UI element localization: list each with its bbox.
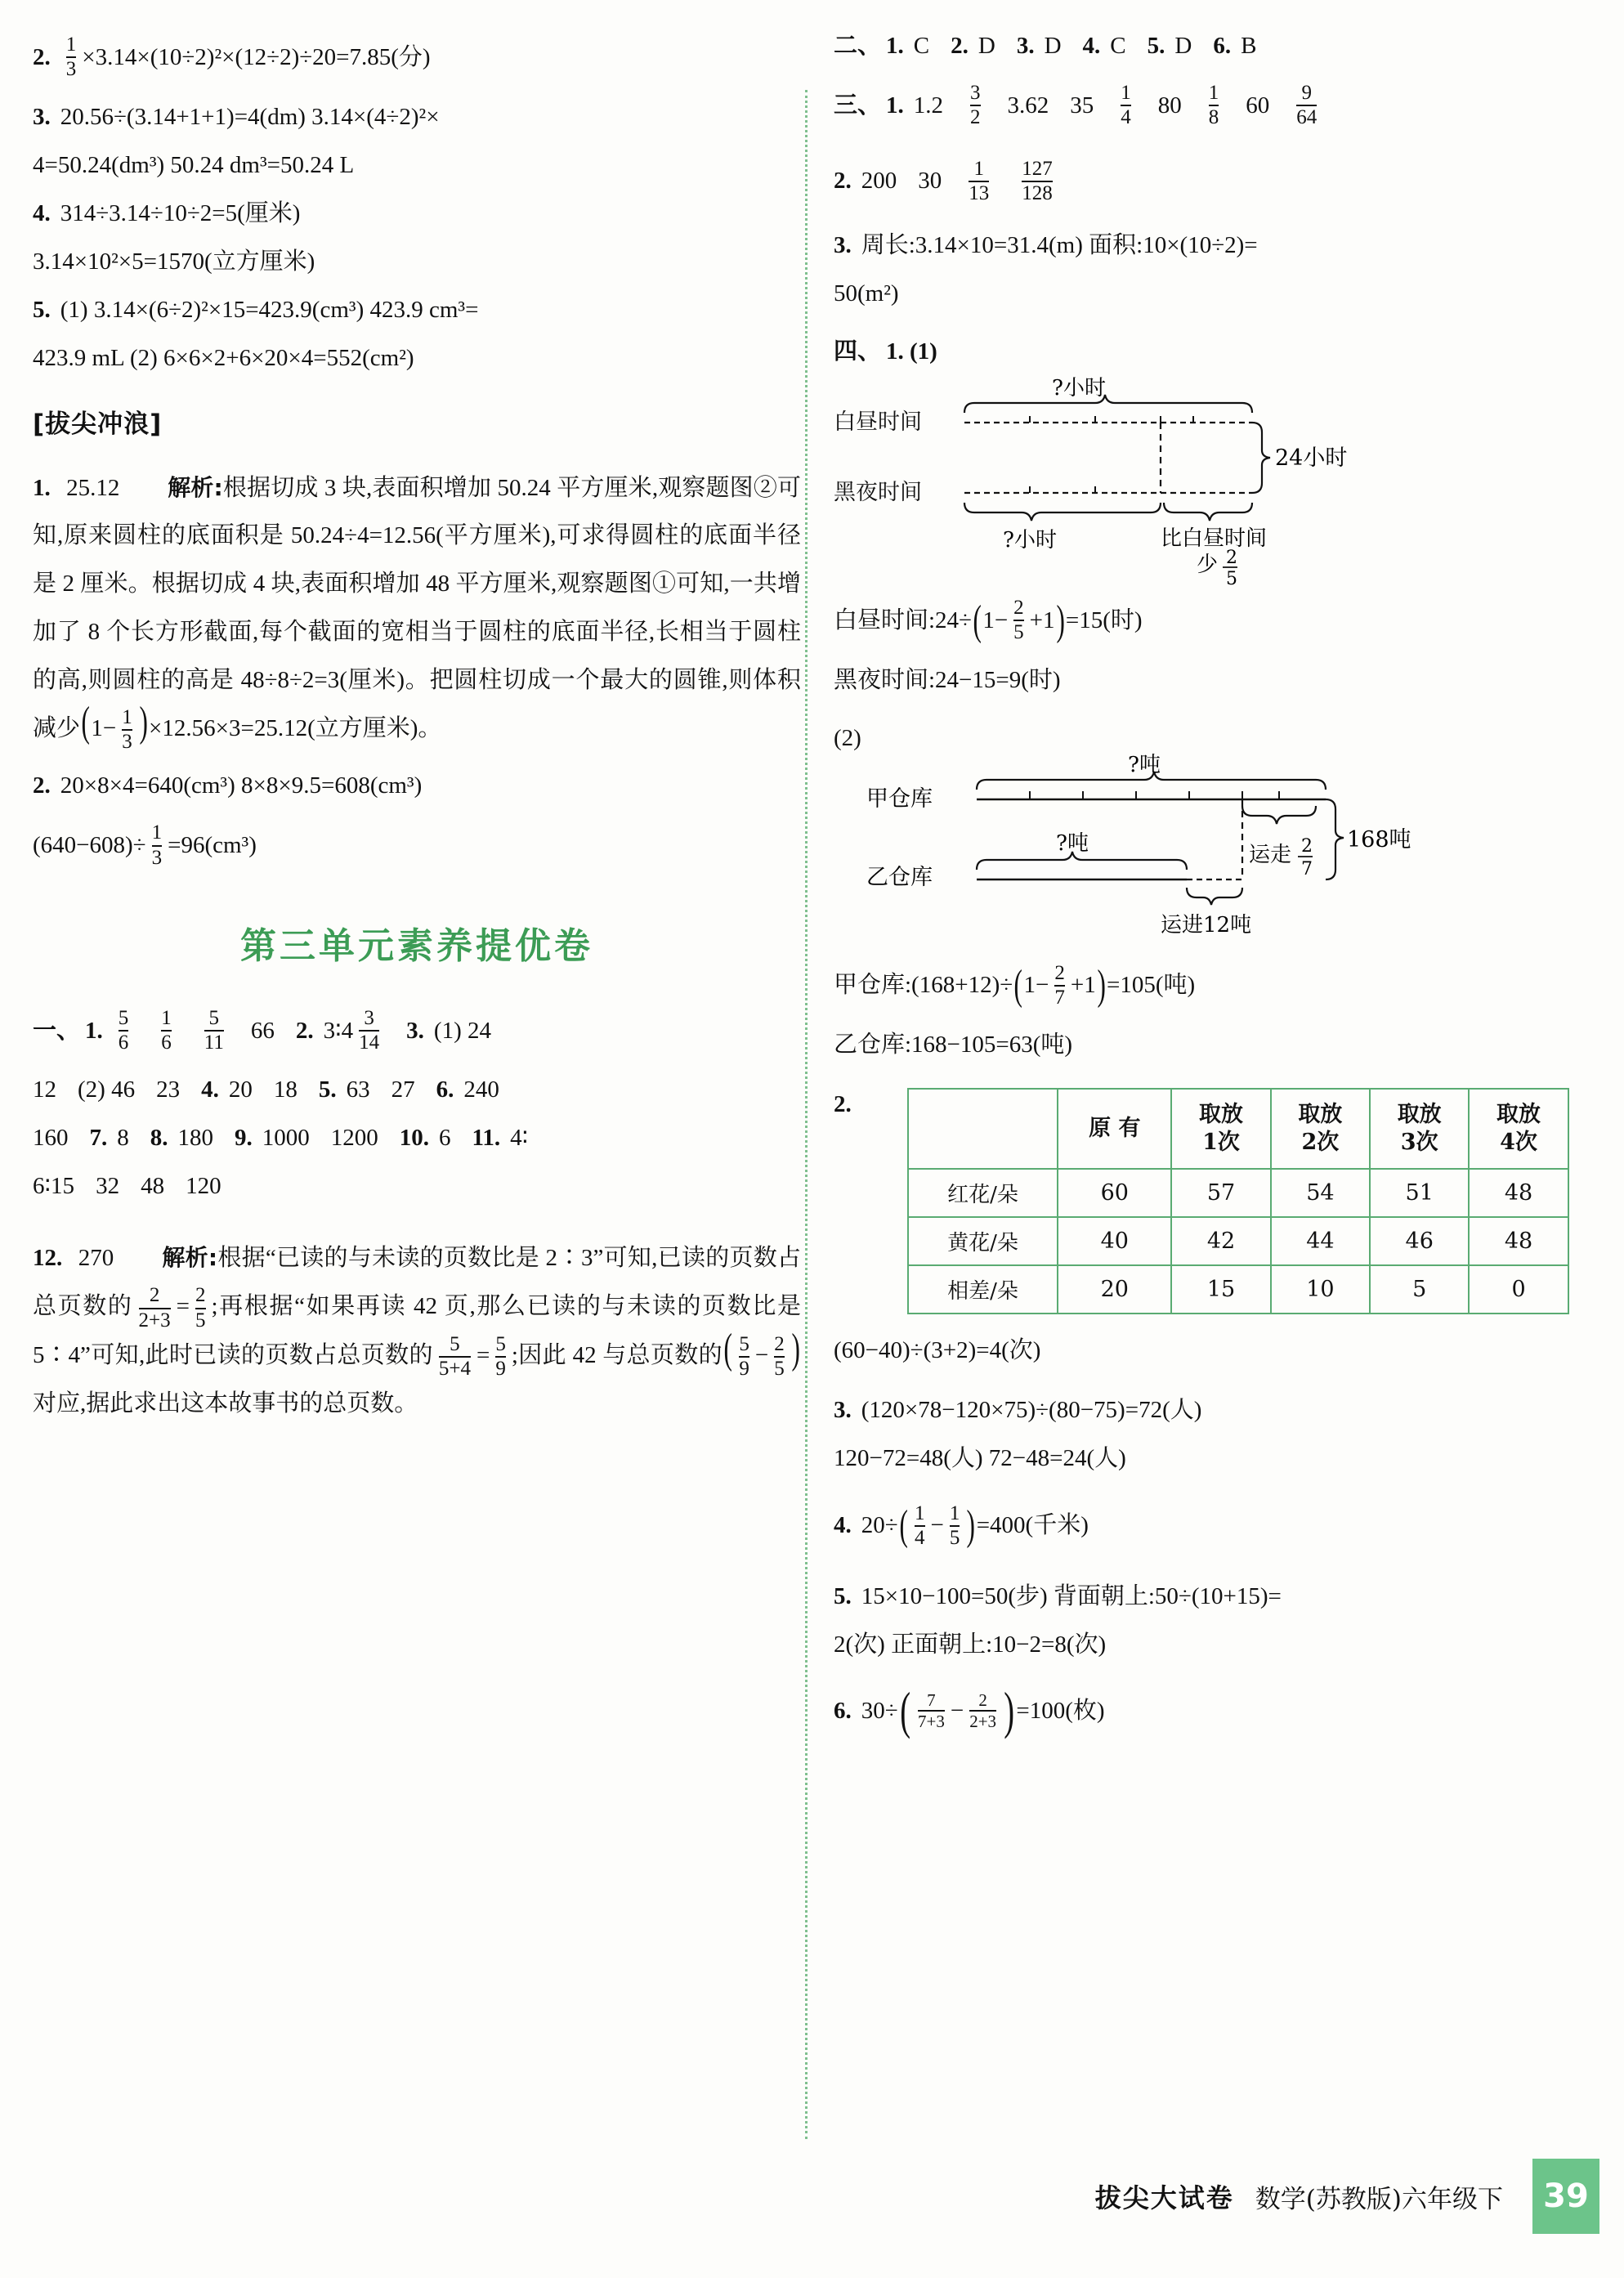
literal-1-minus: 1− — [982, 606, 1009, 633]
section-one-line-2 — [33, 1078, 801, 1102]
item-number: 4. — [1082, 33, 1101, 59]
table-calc-expression: (60−40)÷(3+2)=4(次) — [834, 1336, 1041, 1363]
q5-expression-2: 2(次) 正面朝上:10−2=8(次) — [834, 1631, 1107, 1658]
footer-subject: 数学(苏教版)六年级下 — [1255, 2184, 1503, 2214]
q3-expression-2: 50(m²) — [834, 280, 899, 307]
diagram-warehouse — [834, 752, 1602, 943]
analysis-label: 解析: — [162, 1244, 218, 1272]
item-2-expression: ×3.14×(10÷2)²×(12÷2)÷20=7.85(分) — [82, 43, 431, 70]
right-paren: ) — [1097, 962, 1106, 1009]
left-paren: ( — [973, 597, 982, 644]
column-divider — [805, 90, 808, 2139]
item-number: 2. — [33, 772, 51, 799]
equals-b: = — [476, 1341, 490, 1368]
cell: 15 — [1171, 1265, 1270, 1314]
answer-item-3-line1 — [33, 105, 801, 129]
header-take-1-l2: 1次 — [1202, 1129, 1240, 1155]
footer-brand: 拔尖大试卷 — [1094, 2182, 1234, 2213]
value-ratio-3-4: 3∶4 — [323, 1017, 354, 1044]
brace-label-bottom-right-1: 比白昼时间 — [1161, 526, 1268, 551]
item-number: 3. — [33, 103, 51, 130]
item-number: 2. — [951, 33, 969, 59]
answer-choice: C — [1110, 33, 1126, 59]
item-number: 4. — [33, 199, 51, 226]
header-take-4-l2: 4次 — [1500, 1129, 1537, 1155]
fraction-2-over-2-plus-3: $\frac{2}{2+3}$ — [969, 1690, 997, 1732]
challenge-1-body-tail: ×12.56×3=25.12(立方厘米)。 — [149, 714, 442, 741]
answer-item-3-line2 — [33, 151, 801, 178]
item-5-expression-2: 423.9 mL (2) 6×6×2+6×20×4=552(cm²) — [33, 344, 414, 371]
section-four-q3-line1 — [834, 1396, 1602, 1423]
q6-prefix: 30÷ — [861, 1697, 898, 1724]
q6-result: =100(枚) — [1016, 1697, 1105, 1724]
frac-den-5: 5 — [1226, 569, 1237, 589]
fraction-3-2: $\frac{3}{2}$ — [970, 82, 981, 129]
fraction-7-over-7-plus-3: $\frac{7}{7+3}$ — [917, 1690, 945, 1732]
header-take-3-l2: 3次 — [1400, 1129, 1438, 1155]
fraction-2-7: $\frac{2}{7}$ — [1054, 961, 1065, 1009]
value-80: 80 — [1157, 92, 1182, 119]
header-take-1 — [1171, 1089, 1270, 1169]
header-take-1-l1: 取放 — [1199, 1102, 1244, 1127]
label-daytime: 白昼时间 — [834, 410, 922, 435]
section-four-q6 — [834, 1681, 1602, 1739]
section-marker-two: 二、 — [834, 33, 882, 59]
brace-label-top: ?小时 — [1052, 376, 1106, 401]
cell: 10 — [1271, 1265, 1370, 1314]
left-paren: ( — [899, 1681, 910, 1739]
daytime-calculation — [834, 597, 1602, 644]
table-row — [908, 1169, 1568, 1217]
table-header-row — [908, 1089, 1568, 1169]
fraction-1-8: $\frac{1}{8}$ — [1208, 82, 1219, 129]
item-5-expression-1: (1) 3.14×(6÷2)²×15=423.9(cm³) 423.9 cm³= — [60, 296, 479, 323]
label-shipped-out: 运走 — [1249, 842, 1292, 867]
right-paren: ) — [1004, 1681, 1015, 1739]
value-12: 12 — [33, 1076, 56, 1103]
q3-expression-1: (120×78−120×75)÷(80−75)=72(人) — [861, 1396, 1202, 1423]
nighttime-expression: 黑夜时间:24−15=9(时) — [834, 666, 1061, 693]
brace-label-168-tons: 168吨 — [1347, 826, 1411, 853]
section-marker-four: 四、 — [834, 338, 882, 365]
header-take-2 — [1271, 1089, 1370, 1169]
value-27: 27 — [391, 1076, 415, 1103]
value-60: 60 — [1246, 92, 1270, 119]
answer-choice: D — [1174, 33, 1192, 59]
fraction-one-third: $\frac{1}{3}$ — [151, 821, 163, 869]
frac-den-7: 7 — [1301, 858, 1313, 879]
fraction-127-128: $\frac{127}{128}$ — [1022, 157, 1053, 204]
warehouse-b-calculation — [834, 1033, 1602, 1057]
fraction-one-third: $\frac{1}{3}$ — [65, 34, 77, 81]
flower-answer-table — [907, 1088, 1569, 1314]
cell: 48 — [1469, 1169, 1568, 1217]
frac-num-2: 2 — [1226, 548, 1237, 568]
value-1200: 1200 — [330, 1125, 378, 1152]
brace-label-mid-tons: ?吨 — [1056, 830, 1089, 856]
item-3-expression-2: 4=50.24(dm³) 50.24 dm³=50.24 L — [33, 151, 355, 178]
page-footer — [0, 2159, 1624, 2234]
item-number: 1. — [886, 33, 904, 59]
fraction-2-over-2-plus-3: $\frac{2}{2+3}$ — [138, 1284, 171, 1331]
item-number: 5. — [1147, 33, 1165, 59]
right-paren: ) — [1055, 597, 1065, 644]
value-66: 66 — [250, 1017, 275, 1044]
right-paren: ) — [966, 1502, 976, 1550]
item-12-body-a: 根据“已读的与未读的页数比是 2∶3”可知,已读的页数占总页数的 — [33, 1245, 802, 1320]
section-one-line-3 — [33, 1126, 801, 1150]
item-number: 5. — [834, 1583, 852, 1609]
fraction-1-4: $\frac{1}{4}$ — [915, 1502, 925, 1549]
header-original: 原 有 — [1058, 1089, 1171, 1169]
value-35: 35 — [1070, 92, 1094, 119]
item-number: 8. — [150, 1125, 168, 1152]
q2-label: (2) — [834, 724, 861, 751]
left-paren: ( — [723, 1325, 732, 1372]
header-take-4 — [1469, 1089, 1568, 1169]
fraction-one-third: $\frac{1}{3}$ — [122, 705, 132, 754]
q1-label: 1. (1) — [886, 338, 937, 365]
item-number: 3. — [406, 1017, 424, 1044]
item-12-answer: 270 — [78, 1245, 114, 1272]
value-32: 32 — [96, 1173, 120, 1200]
fraction-3-14: $\frac{3}{14}$ — [359, 1006, 380, 1054]
item-12-body-b: ;再根据“如果再读 42 页,那么已读的与未读的页数比是 5∶4”可知,此时已读的页数占总页数的 — [33, 1293, 801, 1368]
right-paren: ) — [139, 698, 148, 745]
header-take-2-l1: 取放 — [1298, 1102, 1343, 1127]
item-number: 4. — [834, 1512, 852, 1539]
value-1-2: 1.2 — [913, 92, 944, 119]
section-marker-three: 三、 — [834, 92, 882, 119]
challenge-item-2-line2 — [33, 822, 801, 869]
fraction-2-5: $\frac{2}{5}$ — [1013, 597, 1024, 644]
header-take-3 — [1370, 1089, 1469, 1169]
analysis-label: 解析: — [168, 473, 223, 501]
item-number: 7. — [89, 1125, 108, 1152]
section-three-q2 — [834, 159, 1602, 205]
section-heading-challenge: [拔尖冲浪] — [33, 409, 163, 439]
value-120: 120 — [186, 1173, 221, 1200]
item-number: 2. — [295, 1017, 314, 1044]
item-number: 9. — [235, 1125, 253, 1152]
value-200: 200 — [861, 168, 897, 195]
cell: 0 — [1469, 1265, 1568, 1314]
item-number: 5. — [318, 1076, 337, 1103]
cell: 57 — [1171, 1169, 1270, 1217]
nighttime-calculation — [834, 666, 1602, 693]
challenge-item-1: 1. 25.12 解析:根据切成 3 块,表面积增加 50.24 平方厘米,观察题图②可知,原来圆柱的底面积是 50.24÷4=12.56(平方厘米),可求得圆柱的底面半径是 2 厘米。根据切成 4 块,表面积增加 48 平方厘米,观察题图①可知,一共增加了 8 个长方形截面,每个截面的宽相当于圆柱的底面半径,长相当于圆柱的高,则圆柱的高是 48÷8÷2=3(厘米)。把圆柱切成一个最大的圆锥,则体积减少(1− $\frac{1}{3}$ )×12.56×3=25.12(立方厘米)。 — [33, 473, 801, 754]
unit-title: 第三单元素养提优卷 — [240, 924, 593, 967]
literal-plus-1: +1 — [1070, 972, 1096, 999]
value-23: 23 — [156, 1076, 181, 1103]
label-warehouse-b: 乙仓库 — [866, 864, 933, 890]
q5-expression-1: 15×10−100=50(步) 背面朝上:50÷(10+15)= — [861, 1583, 1282, 1609]
answer-item-4-line2 — [33, 250, 801, 274]
answer-choice: C — [913, 33, 930, 59]
item-number: 4. — [201, 1076, 219, 1103]
label-shipped-in: 运进12吨 — [1161, 912, 1252, 938]
warehouse-a-calculation — [834, 963, 1602, 1009]
answer-choice: B — [1241, 33, 1257, 59]
q4-prefix: 20÷ — [861, 1512, 898, 1539]
challenge-2-suffix: =96(cm³) — [168, 832, 257, 859]
value-240: 240 — [463, 1076, 499, 1103]
section-three-q3-line2 — [834, 282, 1602, 306]
item-number: 2. — [834, 1091, 852, 1117]
label-warehouse-a: 甲仓库 — [866, 785, 933, 812]
warehouse-a-prefix: 甲仓库:(168+12)÷ — [834, 972, 1013, 999]
section-four-q2-label — [834, 724, 1602, 751]
challenge-2-expression-1: 20×8×4=640(cm³) 8×8×9.5=608(cm³) — [60, 772, 423, 799]
challenge-1-answer: 25.12 — [66, 474, 120, 501]
item-number: 6. — [436, 1076, 454, 1103]
section-four-q5-line2 — [834, 1633, 1602, 1657]
warehouse-b-expression: 乙仓库:168−105=63(吨) — [834, 1032, 1073, 1058]
right-column — [834, 0, 1602, 1755]
page-number-badge: 39 — [1532, 2159, 1599, 2234]
cell: 5 — [1370, 1265, 1469, 1314]
left-paren: ( — [1013, 962, 1023, 1009]
cell: 44 — [1271, 1217, 1370, 1265]
answer-item-2 — [33, 34, 801, 81]
item-number: 3. — [834, 1396, 852, 1423]
literal-plus-1: +1 — [1029, 606, 1055, 633]
table-row — [908, 1217, 1568, 1265]
literal-1-minus: 1− — [1023, 972, 1049, 999]
right-paren: ) — [791, 1325, 800, 1372]
section-four-q5-line1 — [834, 1585, 1602, 1609]
section-four-q4 — [834, 1503, 1602, 1550]
daytime-prefix: 白昼时间:24÷ — [834, 606, 972, 633]
answer-item-5-line1 — [33, 298, 801, 322]
fraction-1-5: $\frac{1}{5}$ — [949, 1502, 960, 1549]
table-calculation — [834, 1336, 1602, 1363]
value-18: 18 — [273, 1076, 298, 1103]
fraction-5-9: $\frac{5}{9}$ — [739, 1332, 749, 1381]
item-4-expression-2: 3.14×10²×5=1570(立方厘米) — [33, 248, 315, 275]
item-12-body-d: 对应,据此求出这本故事书的总页数。 — [33, 1390, 418, 1417]
value-ratio-4: 4∶ — [510, 1125, 529, 1152]
value-2-46: (2) 46 — [78, 1076, 136, 1103]
answer-item-4-line1 — [33, 199, 801, 226]
q4-result: =400(千米) — [976, 1512, 1089, 1539]
challenge-2-prefix: (640−608)÷ — [33, 832, 146, 859]
item-number: 2. — [33, 43, 51, 70]
frac-num-2: 2 — [1301, 835, 1313, 857]
challenge-1-body: 根据切成 3 块,表面积增加 50.24 平方厘米,观察题图②可知,原来圆柱的底面积是 50.24÷4=12.56(平方厘米),可求得圆柱的底面半径是 2 厘米。根据切成 4 块,表面积增加 48 平方厘米,观察题图①可知,一共增加了 8 个长方形截面,每个截面的宽相当于圆柱的底面半径,长相当于圆柱的高,则圆柱的高是 48÷8÷2=3(厘米)。把圆柱切成一个最大的圆锥,则体积减少 — [33, 474, 801, 741]
section-four-q1-label — [834, 340, 1602, 364]
q3-expression-1: 周长:3.14×10=31.4(m) 面积:10×(10÷2)= — [861, 232, 1258, 258]
q6-minus: − — [950, 1697, 964, 1724]
value-1-24: (1) 24 — [433, 1017, 491, 1044]
item-number: 5. — [33, 296, 51, 323]
section-two-answers — [834, 34, 1602, 58]
fraction-5-over-5-plus-4: $\frac{5}{5+4}$ — [438, 1332, 471, 1381]
row-label-diff: 相差/朵 — [908, 1265, 1058, 1314]
fraction-5-9: $\frac{5}{9}$ — [495, 1332, 506, 1381]
fraction-1-4: $\frac{1}{4}$ — [1121, 82, 1131, 129]
item-number: 3. — [1016, 33, 1035, 59]
q4-minus: − — [930, 1512, 944, 1539]
answer-choice: D — [978, 33, 995, 59]
answer-item-12: 12. 270 解析:根据“已读的与未读的页数比是 2∶3”可知,已读的页数占总页数的 $\frac{2}{2+3}$ = $\frac{2}{5}$ ;再根据“如果再读 42 页,那么已读的与未读的页数比是 5∶4”可知,此时已读的页数占总页数的 $\frac{5}{5+4}$ = $\frac{5}{9}$ ;因此 42 与总页数的( $\frac{5}{9}$ − $\frac{2}{5}$ )对应,据此求出这本故事书的总页数。 — [33, 1244, 802, 1417]
fraction-2-5: $\frac{2}{5}$ — [195, 1284, 206, 1331]
left-paren: ( — [81, 698, 90, 745]
daytime-result: =15(时) — [1065, 606, 1143, 633]
value-63: 63 — [346, 1076, 370, 1103]
item-number: 12. — [33, 1245, 63, 1272]
cell: 51 — [1370, 1169, 1469, 1217]
answer-choice: D — [1044, 33, 1062, 59]
item-12-body-c: ;因此 42 与总页数的 — [511, 1341, 723, 1368]
item-number: 2. — [834, 168, 852, 195]
value-ratio-6-15: 6∶15 — [33, 1173, 75, 1200]
value-180: 180 — [177, 1125, 213, 1152]
value-3-62: 3.62 — [1007, 92, 1049, 119]
equals-a: = — [176, 1293, 190, 1320]
section-marker-one: 一、 — [33, 1017, 81, 1044]
left-paren: ( — [899, 1502, 908, 1550]
brace-label-top-tons: ?吨 — [1128, 752, 1161, 777]
header-blank — [908, 1089, 1058, 1169]
q3-expression-2: 120−72=48(人) 72−48=24(人) — [834, 1444, 1126, 1471]
value-8: 8 — [117, 1125, 129, 1152]
item-number: 6. — [1213, 33, 1232, 59]
cell: 60 — [1058, 1169, 1171, 1217]
value-1000: 1000 — [262, 1125, 310, 1152]
item-4-expression-1: 314÷3.14÷10÷2=5(厘米) — [60, 199, 301, 226]
diagram-2-svg — [834, 752, 1569, 943]
fraction-1-13: $\frac{1}{13}$ — [969, 157, 990, 204]
left-column — [33, 0, 801, 1449]
cell: 40 — [1058, 1217, 1171, 1265]
section-three-q1 — [834, 83, 1602, 129]
row-label-red: 红花/朵 — [908, 1169, 1058, 1217]
warehouse-a-result: =105(吨) — [1107, 972, 1196, 999]
section-one-line-1 — [33, 1008, 801, 1054]
fraction-1-6: $\frac{1}{6}$ — [161, 1006, 172, 1054]
value-160: 160 — [33, 1125, 69, 1152]
fraction-5-6: $\frac{5}{6}$ — [118, 1006, 129, 1054]
item-number: 6. — [834, 1697, 852, 1724]
answer-item-5-line2 — [33, 344, 801, 371]
item-number: 10. — [399, 1125, 429, 1152]
cell: 48 — [1469, 1217, 1568, 1265]
brace-label-bottom-right-2: 少 — [1197, 553, 1219, 577]
brace-label-bottom-left: ?小时 — [1003, 528, 1057, 553]
item-number: 3. — [834, 232, 852, 258]
item-number: 1. — [886, 92, 904, 119]
label-nighttime: 黑夜时间 — [834, 480, 922, 505]
item-number: 1. — [85, 1017, 103, 1044]
challenge-item-2-line1 — [33, 774, 801, 798]
row-label-yellow: 黄花/朵 — [908, 1217, 1058, 1265]
fraction-2-5: $\frac{2}{5}$ — [774, 1332, 785, 1381]
item-3-expression-1: 20.56÷(3.14+1+1)=4(dm) 3.14×(4÷2)²× — [60, 103, 440, 130]
section-three-q3-line1 — [834, 234, 1602, 257]
value-20: 20 — [228, 1076, 253, 1103]
fraction-5-11: $\frac{5}{11}$ — [204, 1006, 224, 1054]
diagram-1-svg — [834, 376, 1569, 589]
value-30: 30 — [918, 168, 942, 195]
fraction-9-64: $\frac{9}{64}$ — [1296, 82, 1318, 129]
section-four-q3-line2 — [834, 1444, 1602, 1471]
cell: 46 — [1370, 1217, 1469, 1265]
header-take-2-l2: 2次 — [1301, 1129, 1340, 1155]
header-take-3-l1: 取放 — [1397, 1102, 1442, 1127]
diagram-day-night-time — [834, 376, 1602, 589]
item-number: 11. — [472, 1125, 501, 1152]
table-row — [908, 1265, 1568, 1314]
cell: 42 — [1171, 1217, 1270, 1265]
cell: 54 — [1271, 1169, 1370, 1217]
flower-table-block — [834, 1088, 1602, 1314]
value-48: 48 — [141, 1173, 165, 1200]
value-6: 6 — [439, 1125, 451, 1152]
section-one-line-4 — [33, 1175, 801, 1198]
cell: 20 — [1058, 1265, 1171, 1314]
brace-label-24hours: 24小时 — [1275, 445, 1348, 471]
item-number: 1. — [33, 474, 51, 501]
header-take-4-l1: 取放 — [1496, 1102, 1541, 1127]
